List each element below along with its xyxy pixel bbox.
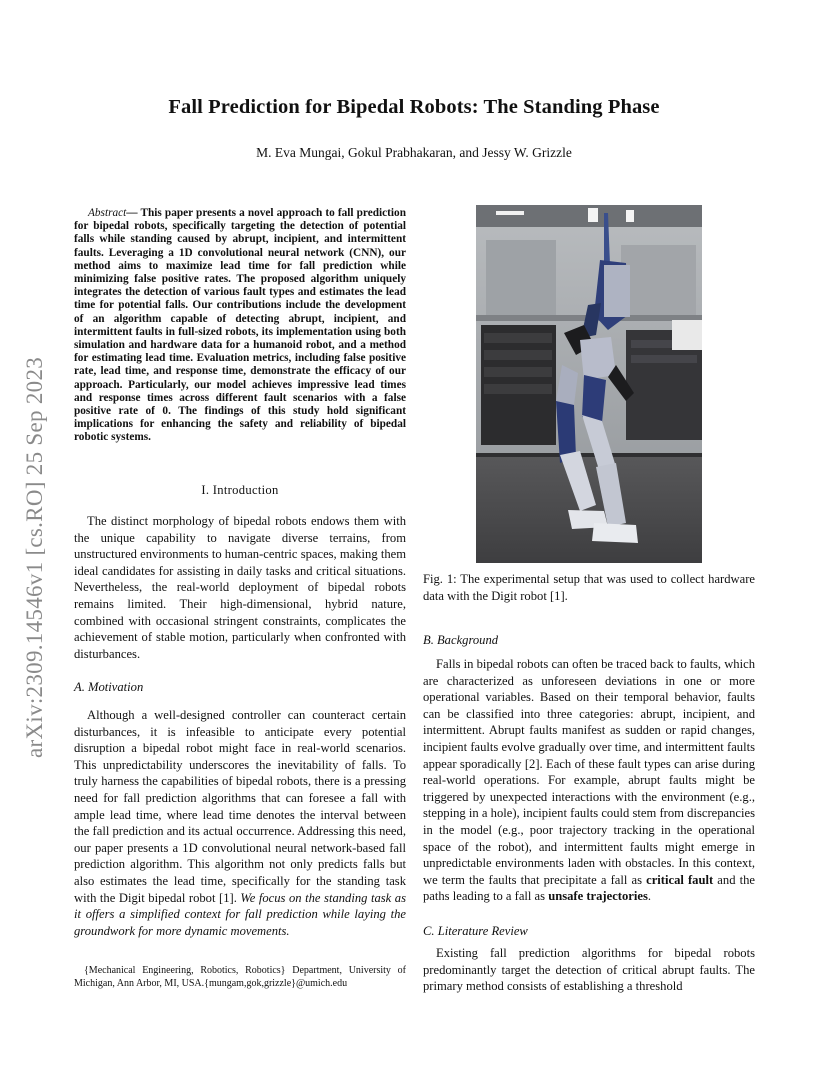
- author-list: M. Eva Mungai, Gokul Prabhakaran, and Jessy W. Grizzle: [256, 145, 572, 160]
- term-unsafe-trajectories: unsafe trajectories: [548, 889, 648, 904]
- motivation-paragraph: [74, 707, 406, 939]
- introduction-paragraph: The distinct morphology of bipedal robots endows them with the unique capability to navigate diverse terrains, from unstructured environments to human-centric spaces, making them ideal candidates for assisting in daily tasks and critical situations. Nevertheless, the real-world deployment of bipedal robots remains limited. Their high-dimensional, hybrid nature, combined with occasional stringent constraints, complicates the achievement of stable motion, particularly when confronted with disturbances.: [74, 514, 406, 661]
- subsection-heading-literature-review: C. Literature Review: [423, 924, 528, 938]
- abstract-label: Abstract: [88, 207, 127, 219]
- background-paragraph: [423, 656, 755, 905]
- figure-1-photo: [476, 205, 702, 563]
- section-heading-introduction: I. Introduction: [201, 483, 279, 497]
- digit-robot-photo: [476, 205, 702, 563]
- background-text-end: .: [647, 889, 652, 904]
- motivation-text: Although a well-designed controller can counteract certain disturbances, it is infeasible to anticipate every potential disruption a bipedal robot might face in real-world scenarios. This unpredictability underscores the inevitability of falls. To truly harness the capabilities of bipedal robots, there is a pressing need for fall prediction algorithms that can foresee a fall with ample lead time, where lead time denotes the interval between the fall prediction and its actual occurrence. Addressing this need, our paper presents a 1D convolutional neural network-based fall prediction algorithm. This algorithm not only predicts falls but also estimates the lead time, specifically for the standing task with the Digit bipedal robot [1].: [74, 708, 406, 905]
- literature-review-paragraph: Existing fall prediction algorithms for bipedal robots predominantly target the detection of critical abrupt faults. The primary method consists of establishing a threshold: [423, 946, 755, 994]
- subsection-heading-motivation: A. Motivation: [74, 680, 144, 694]
- footnote: {Mechanical Engineering, Robotics, Robotics} Department, University of Michigan, Ann Arbor, MI, USA.{mungam,gok,grizzle}@umich.edu: [74, 965, 406, 989]
- figure-caption: Fig. 1: The experimental setup that was used to collect hardware data with the Digit robot [1].: [423, 572, 755, 603]
- background-text-mid: and the paths leading to a fall as: [423, 872, 755, 904]
- term-critical-fault: critical fault: [646, 872, 714, 887]
- page-title: Fall Prediction for Bipedal Robots: The Standing Phase: [168, 96, 660, 118]
- arxiv-side-label: arXiv:2309.14546v1 [cs.RO] 25 Sep 2023: [22, 356, 47, 758]
- subsection-heading-background: B. Background: [423, 633, 499, 647]
- abstract: [74, 207, 406, 445]
- motivation-italic-text: We focus on the standing task as it offers a simplified context for fall prediction while laying the groundwork for more dynamic movements.: [74, 890, 406, 938]
- abstract-text: — This paper presents a novel approach to fall prediction for bipedal robots, specifically targeting the detection of potential falls while standing caused by abrupt, incipient, and intermittent faults. Leveraging a 1D convolutional neural network (CNN), our method aims to maximize lead time for fall prediction while minimizing false positive rates. The proposed algorithm uniquely integrates the detection of various fault types and estimates the lead time for potential falls. Our contributions include the development of an algorithm capable of detecting abrupt, incipient, and intermittent faults in full-sized robots, its implementation using both simulation and hardware data for a humanoid robot, and a method for estimating lead time. Evaluation metrics, including false positive rate, lead time, and response time, demonstrate the efficacy of our approach. Particularly, our model achieves impressive lead times and response times across different fault scenarios with a false positive rate of 0. The findings of this study hold significant implications for enhancing the safety and reliability of bipedal robotic systems.: [74, 207, 406, 444]
- background-text: Falls in bipedal robots can often be traced back to faults, which are characterized as unforeseen deviations in one or more operational variables. Based on their temporal behavior, faults can be classified into three categories: abrupt, incipient, and intermittent. Abrupt faults manifest as sudden or rapid changes, incipient faults evolve gradually over time, and intermittent faults appear sporadically [2]. Each of these fault types can arise during real-world operations. For example, abrupt faults might be triggered by unexpected interactions with the environment (e.g., stepping in a hole), incipient faults could stem from discrepancies in the model (e.g., poor trajectory tracking in the operational space of the robot), and intermittent faults might emerge in unpredictable environments laden with obstacles. In this context, we term the faults that precipitate a fall as: [423, 657, 755, 887]
